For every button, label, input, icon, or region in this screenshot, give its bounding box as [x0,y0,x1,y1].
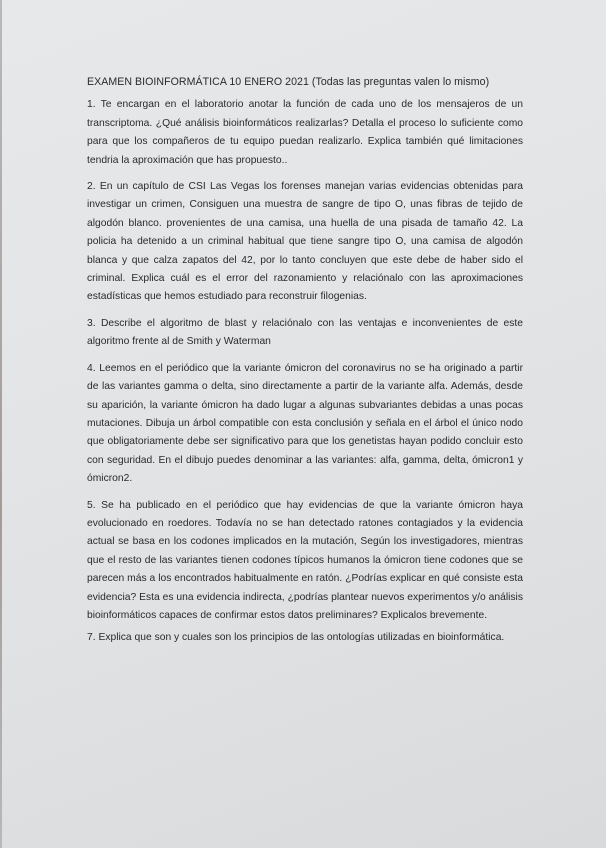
question-7 [87,629,523,647]
exam-title: EXAMEN BIOINFORMÁTICA 10 ENERO 2021 (Todas las preguntas valen lo mismo) [87,76,490,88]
exam-document [87,73,523,648]
question-text: En un capítulo de CSI Las Vegas los forenses manejan varias evidencias obtenidas para investigar un crimen, Consiguen una muestra de sangre de tipo O, unas fibras de tejido de algodón blanco. provenientes de una camisa, una huella de una pisada de tamaño 42. La policia ha detenido a un criminal habitual que tiene sangre tipo O, una camisa de algodón blanca y que calza zapatos del 42, por lo tanto concluyen que este debe de haber sido el criminal. Explica cuál es el error del razonamiento y relaciónalo con las aproximaciones estadísticas que hemos estudiado para reconstruir filogenias. [87,181,523,303]
question-number: 2. [87,181,96,193]
question-text: Te encargan en el laboratorio anotar la función de cada uno de los mensajeros de un transcriptoma. ¿Qué análisis bioinformáticos realizarlas? Detalla el proceso lo suficiente como para que los compañeros de tu equipo puedan realizarlo. Explica también qué limitaciones tendria la aproximación que has propuesto.. [87,99,523,166]
question-text: Describe el algoritmo de blast y relaciónalo con las ventajas e inconvenientes de este algoritmo frente al de Smith y Waterman [87,317,523,348]
question-number: 7. [87,632,96,644]
paper-edge-shadow [0,0,2,848]
question-text: Leemos en el periódico que la variante ómicron del coronavirus no se ha originado a partir de las variantes gamma o delta, sino directamente a partir de la variante alfa. Además, desde su aparición, la variante ómicron ha dado lugar a algunas subvariantes debidas a unas pocas mutaciones. Dibuja un árbol compatible con esta conclusión y señala en el árbol el único nodo que obligatoriamente debe ser significativo para que los genetistas hayan podido concluir esto con seguridad. En el dibujo puedes denominar a las variantes: alfa, gamma, delta, ómicron1 y ómicron2. [87,362,523,485]
question-number: 3. [87,317,96,329]
question-2 [87,178,523,307]
question-text: Explica que son y cuales son los principios de las ontologías utilizadas en bioinformática. [98,632,505,644]
question-number: 4. [87,362,96,374]
question-number: 1. [87,99,96,111]
question-text: Se ha publicado en el periódico que hay evidencias de que la variante ómicron haya evolucionado en roedores. Todavía no se han detectado ratones contagiados y la evidencia actual se basa en los codones implicados en la mutación, Según los investigadores, mientras que el resto de las variantes tienen codones típicos humanos la ómicron tiene codones que se parecen más a los encontrados habitualmente en ratón. ¿Podrías explicar en qué consiste esta evidencia? Esta es una evidencia indirecta, ¿podrías plantear nuevos experimentos y/o análisis bioinformáticos capaces de confirmar estos datos preliminares? Explicalos brevemente. [87,499,523,621]
question-1 [87,96,523,170]
question-5 [87,497,523,626]
question-4 [87,360,523,489]
question-number: 5. [87,499,96,511]
question-3 [87,315,523,352]
